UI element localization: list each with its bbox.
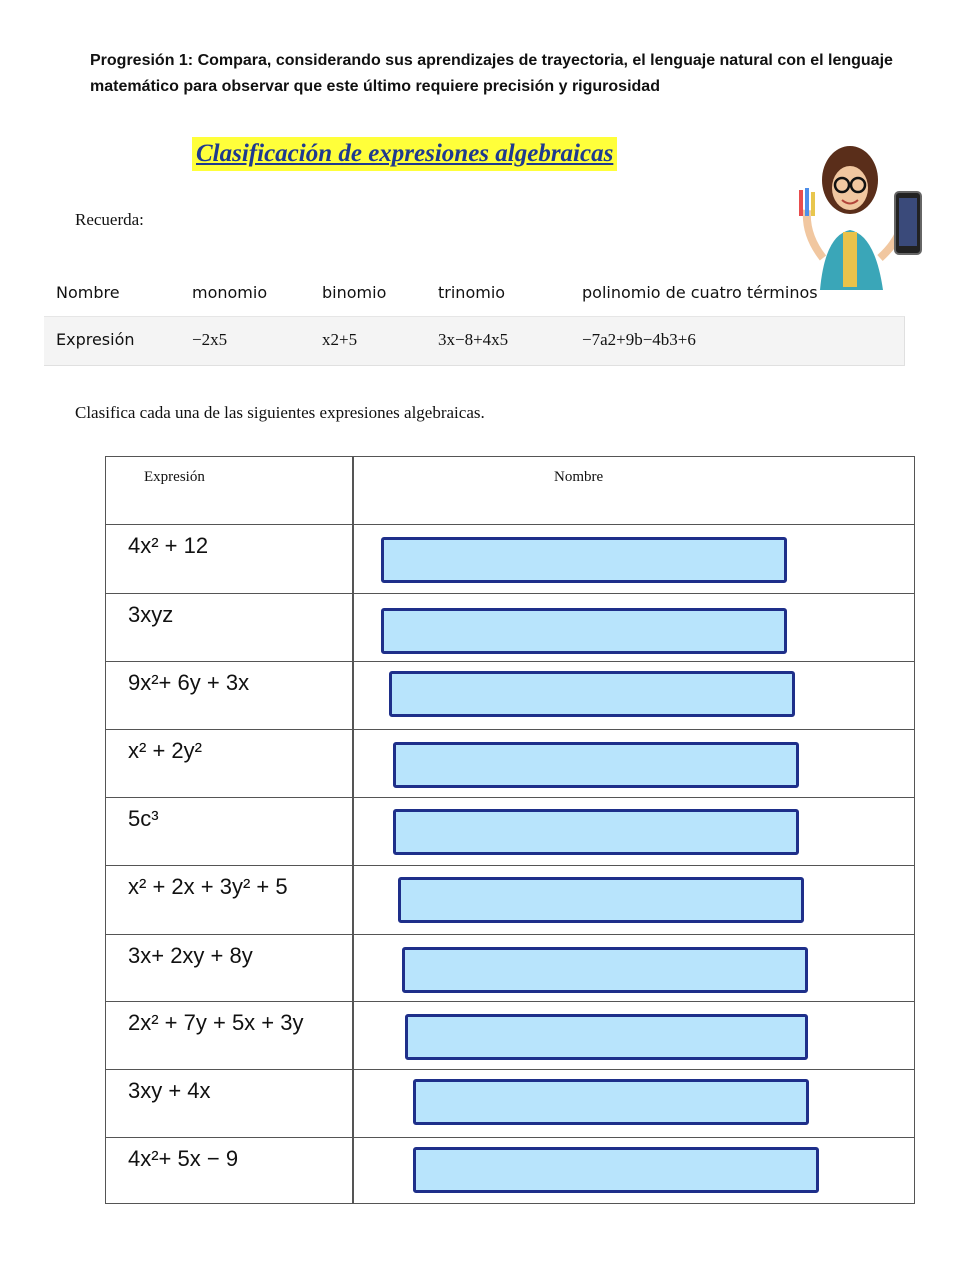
header-nombre: Nombre <box>554 469 604 485</box>
reference-cell: Nombre <box>56 283 120 302</box>
reference-expressions-row <box>44 316 905 366</box>
reference-cell: −7a2+9b−4b3+6 <box>582 330 696 349</box>
reference-cell: trinomio <box>438 283 506 302</box>
expression-cell: 9x²+ 6y + 3x <box>128 670 250 695</box>
recuerda-label: Recuerda: <box>75 210 144 229</box>
reference-table <box>44 270 904 366</box>
expression-cell: x² + 2y² <box>128 738 202 763</box>
reference-cell: polinomio de cuatro términos <box>582 283 818 302</box>
instruction-text: Clasifica cada una de las siguientes expresiones algebraicas. <box>75 403 485 422</box>
classification-table <box>105 456 915 1204</box>
reference-cell: binomio <box>322 283 387 302</box>
expression-cell: 5c³ <box>128 806 159 831</box>
answer-input[interactable] <box>405 1014 808 1060</box>
answer-input[interactable] <box>413 1079 809 1125</box>
expression-cell: 4x² + 12 <box>128 533 209 558</box>
answer-input[interactable] <box>413 1147 819 1193</box>
reference-cell: x2+5 <box>322 330 358 349</box>
answer-input[interactable] <box>381 608 787 654</box>
answer-input[interactable] <box>389 671 795 717</box>
reference-cell: 3x−8+4x5 <box>438 330 509 349</box>
expression-cell: 4x²+ 5x − 9 <box>128 1146 239 1171</box>
answer-input[interactable] <box>402 947 808 993</box>
expression-cell: 2x² + 7y + 5x + 3y <box>128 1010 304 1035</box>
answer-input[interactable] <box>381 537 787 583</box>
page-header: Progresión 1: Compara, considerando sus aprendizajes de trayectoria, el lenguaje natural con el lenguaje matemático para observar que este último requiere precisión y rigurosidad <box>90 52 893 95</box>
expression-cell: 3xyz <box>128 602 174 627</box>
reference-names-row <box>44 270 904 318</box>
page-title: Clasificación de expresiones algebraicas <box>192 137 617 171</box>
reference-cell: −2x5 <box>192 330 228 349</box>
answer-input[interactable] <box>393 809 799 855</box>
expression-cell: 3x+ 2xy + 8y <box>128 943 253 968</box>
reference-cell: Expresión <box>56 330 135 349</box>
answer-input[interactable] <box>398 877 804 923</box>
header-expresion: Expresión <box>144 469 205 485</box>
reference-cell: monomio <box>192 283 268 302</box>
expression-cell: x² + 2x + 3y² + 5 <box>128 874 288 899</box>
expression-cell: 3xy + 4x <box>128 1078 211 1103</box>
answer-input[interactable] <box>393 742 799 788</box>
